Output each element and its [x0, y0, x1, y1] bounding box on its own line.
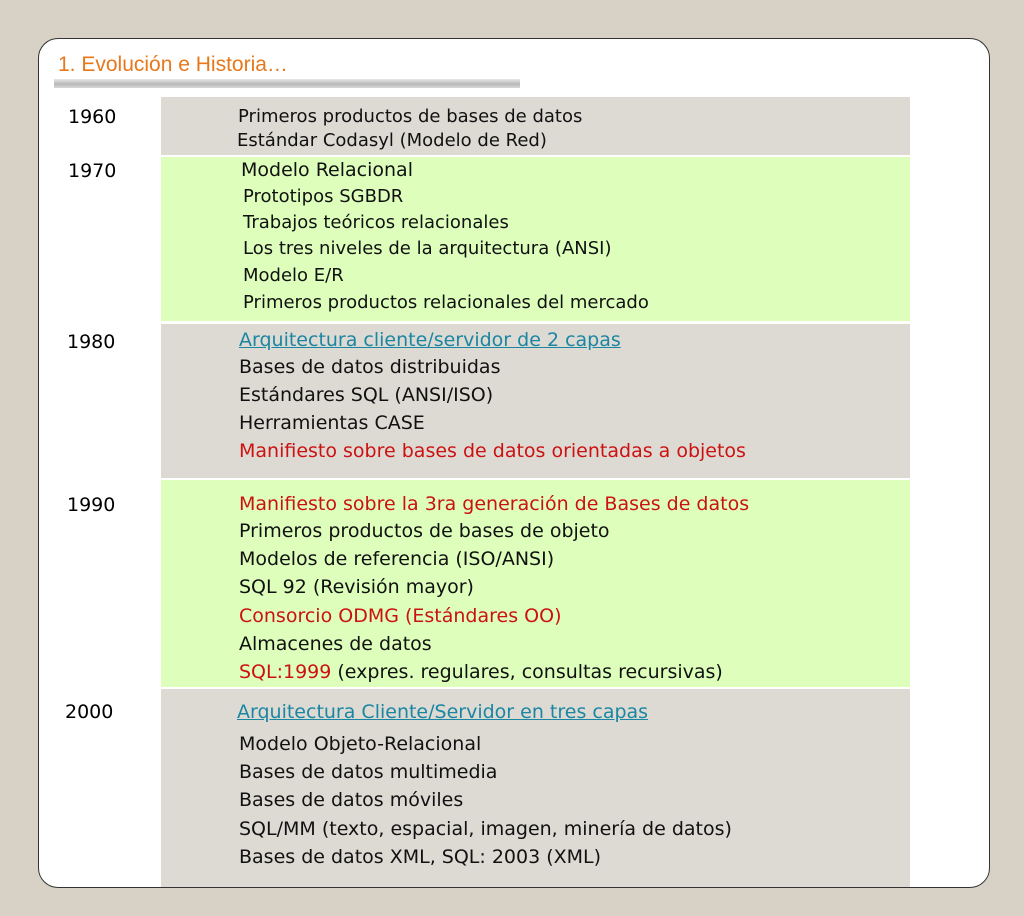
timeline-item: Bases de datos móviles [239, 789, 464, 811]
timeline-item: Modelo Relacional [241, 159, 413, 181]
timeline-item: Modelo Objeto-Relacional [239, 733, 482, 755]
timeline-item: Trabajos teóricos relacionales [243, 212, 509, 233]
slide [38, 38, 990, 888]
year-label: 1980 [67, 331, 116, 353]
timeline-item-highlight: Consorcio ODMG (Estándares OO) [239, 605, 562, 627]
timeline-item: Herramientas CASE [239, 412, 425, 434]
timeline-link[interactable]: Arquitectura cliente/servidor de 2 capas [239, 329, 621, 351]
timeline-item [239, 661, 723, 683]
timeline-item: Primeros productos de bases de objeto [239, 520, 610, 542]
timeline-item: Estándar Codasyl (Modelo de Red) [237, 130, 547, 151]
timeline-item-highlight: Manifiesto sobre bases de datos orientadas a objetos [239, 440, 746, 462]
timeline-item: Bases de datos XML, SQL: 2003 (XML) [239, 846, 602, 868]
title-underline-bar [54, 79, 520, 88]
slide-title: 1. Evolución e Historia… [58, 53, 288, 76]
sql1999-description: (expres. regulares, consultas recursivas) [331, 661, 723, 683]
timeline-item: SQL/MM (texto, espacial, imagen, minería de datos) [239, 818, 732, 840]
year-label: 1960 [68, 106, 117, 128]
timeline-item: Almacenes de datos [239, 633, 432, 655]
timeline-item: Prototipos SGBDR [243, 186, 404, 207]
timeline-item: Primeros productos de bases de datos [238, 106, 583, 127]
year-label: 1990 [67, 494, 116, 516]
timeline-item: SQL 92 (Revisión mayor) [239, 576, 474, 598]
timeline-item: Estándares SQL (ANSI/ISO) [239, 384, 494, 406]
timeline-item: Primeros productos relacionales del mercado [243, 292, 649, 313]
timeline-item: Modelos de referencia (ISO/ANSI) [239, 548, 555, 570]
timeline-item: Modelo E/R [243, 265, 344, 286]
year-label: 2000 [65, 701, 114, 723]
timeline-item-highlight: Manifiesto sobre la 3ra generación de Bases de datos [239, 493, 750, 515]
timeline-link[interactable]: Arquitectura Cliente/Servidor en tres capas [237, 701, 649, 723]
year-label: 1970 [68, 160, 117, 182]
timeline-item: Los tres niveles de la arquitectura (ANSI) [243, 238, 612, 259]
timeline-item: Bases de datos multimedia [239, 761, 498, 783]
timeline-item: Bases de datos distribuidas [239, 356, 501, 378]
sql1999-label: SQL:1999 [239, 661, 332, 683]
